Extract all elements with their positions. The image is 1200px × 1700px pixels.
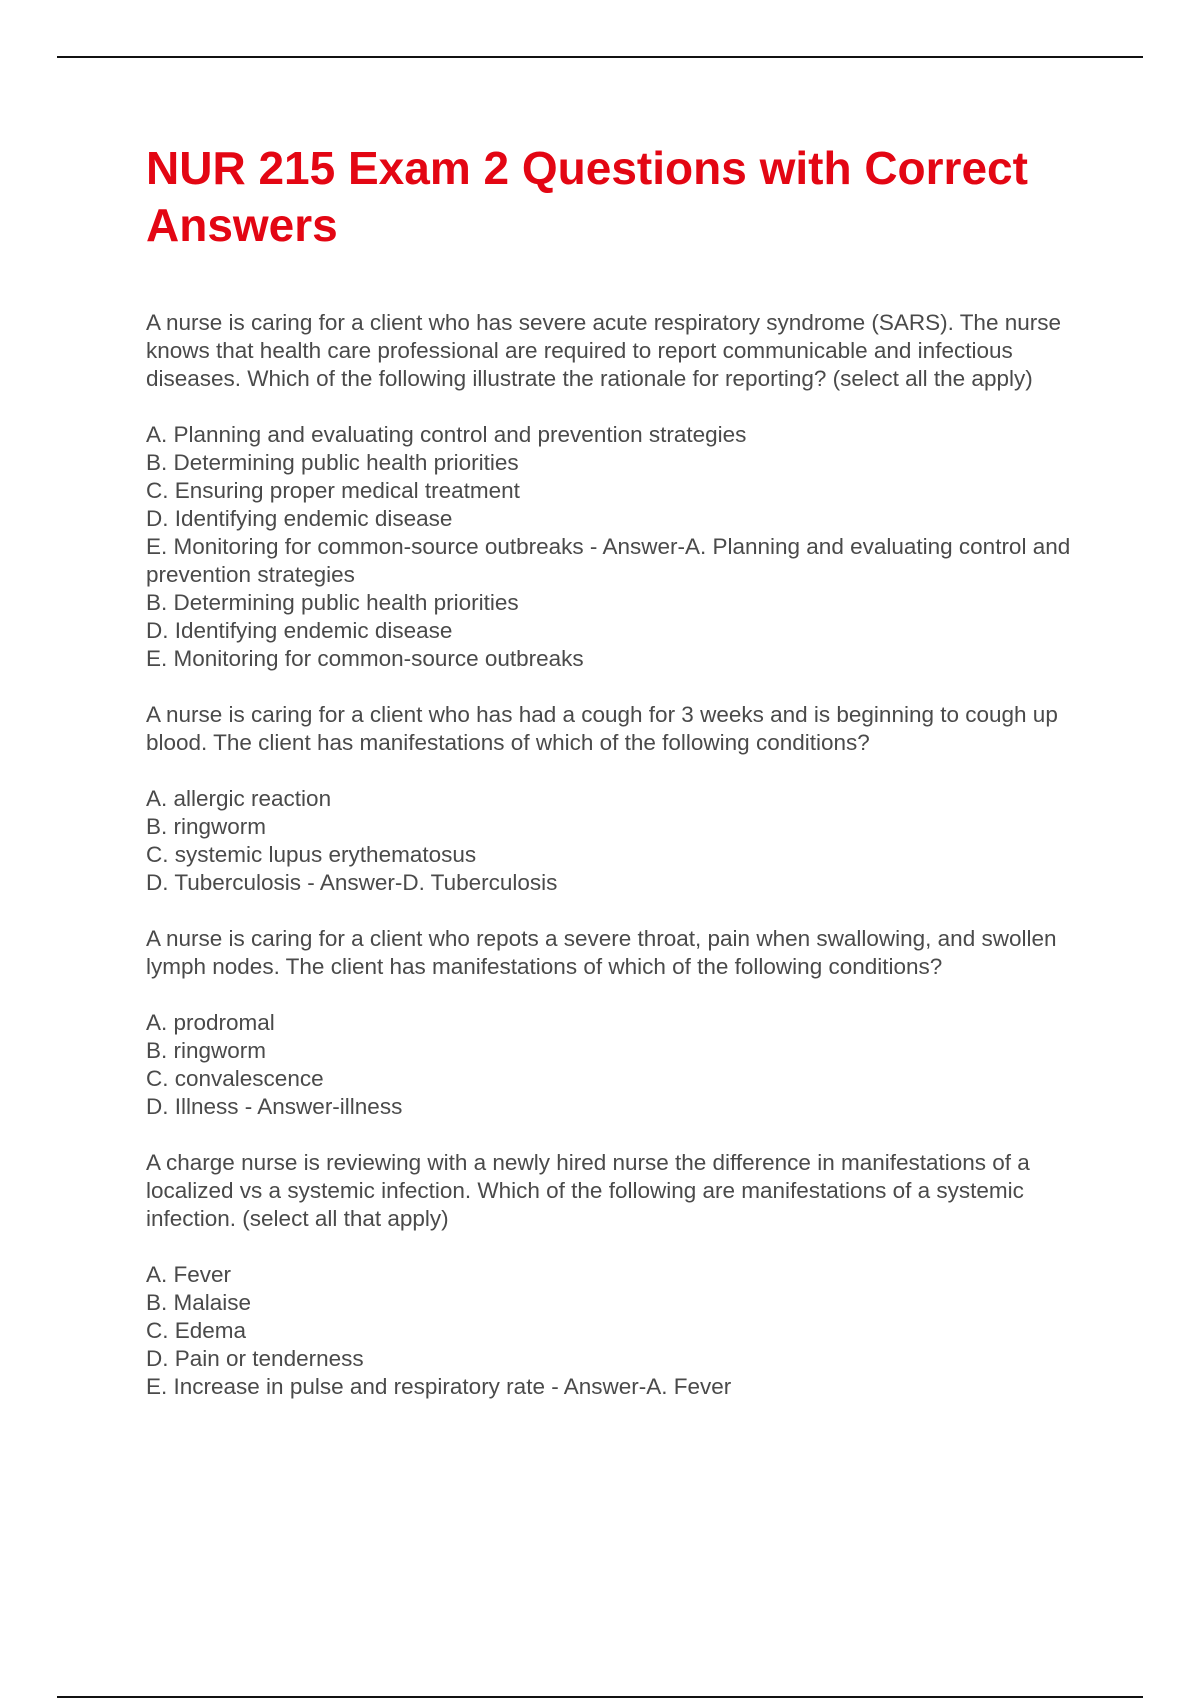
question-2-options bbox=[146, 785, 1086, 897]
question-2-line: B. ringworm bbox=[146, 814, 267, 839]
question-3-prompt: A nurse is caring for a client who repots a severe throat, pain when swallowing, and swollen lymph nodes. The client has manifestations of which of the following conditions? bbox=[146, 926, 1057, 979]
question-1-line: D. Identifying endemic disease bbox=[146, 506, 453, 531]
document-body bbox=[146, 140, 1086, 1401]
top-rule bbox=[57, 56, 1143, 58]
question-3-options bbox=[146, 1009, 1086, 1121]
question-4-line: B. Malaise bbox=[146, 1290, 252, 1315]
question-1-line: C. Ensuring proper medical treatment bbox=[146, 478, 520, 503]
question-1-options bbox=[146, 421, 1086, 673]
question-3-line: A. prodromal bbox=[146, 1010, 275, 1035]
question-3-line: C. convalescence bbox=[146, 1066, 324, 1091]
question-1-line: B. Determining public health priorities bbox=[146, 590, 519, 615]
document-title: NUR 215 Exam 2 Questions with Correct Answers bbox=[146, 142, 1028, 251]
question-4-line: E. Increase in pulse and respiratory rate - Answer-A. Fever bbox=[146, 1374, 732, 1399]
question-2-prompt: A nurse is caring for a client who has had a cough for 3 weeks and is beginning to cough up blood. The client has manifestations of which of the following conditions? bbox=[146, 702, 1058, 755]
question-4-line: A. Fever bbox=[146, 1262, 232, 1287]
bottom-rule bbox=[57, 1696, 1143, 1698]
question-4-prompt: A charge nurse is reviewing with a newly hired nurse the difference in manifestations of a localized vs a systemic infection. Which of the following are manifestations of a systemic infection. (select all that apply) bbox=[146, 1150, 1030, 1231]
question-1-line: E. Monitoring for common-source outbreaks bbox=[146, 646, 584, 671]
question-4-line: D. Pain or tenderness bbox=[146, 1346, 364, 1371]
question-4-line: C. Edema bbox=[146, 1318, 247, 1343]
question-3-line: D. Illness - Answer-illness bbox=[146, 1094, 403, 1119]
question-2-line: C. systemic lupus erythematosus bbox=[146, 842, 477, 867]
question-1-line: E. Monitoring for common-source outbreaks - Answer-A. Planning and evaluating control and prevention strategies bbox=[146, 534, 1071, 587]
question-3-line: B. ringworm bbox=[146, 1038, 267, 1063]
question-1-prompt: A nurse is caring for a client who has severe acute respiratory syndrome (SARS). The nurse knows that health care professional are required to report communicable and infectious diseases. Which of the following illustrate the rationale for reporting? (select all the apply) bbox=[146, 310, 1061, 391]
question-1-line: D. Identifying endemic disease bbox=[146, 618, 453, 643]
question-2-line: D. Tuberculosis - Answer-D. Tuberculosis bbox=[146, 870, 558, 895]
question-1-line: B. Determining public health priorities bbox=[146, 450, 519, 475]
question-1-line: A. Planning and evaluating control and prevention strategies bbox=[146, 422, 747, 447]
question-2-line: A. allergic reaction bbox=[146, 786, 332, 811]
question-4-options bbox=[146, 1261, 1086, 1401]
